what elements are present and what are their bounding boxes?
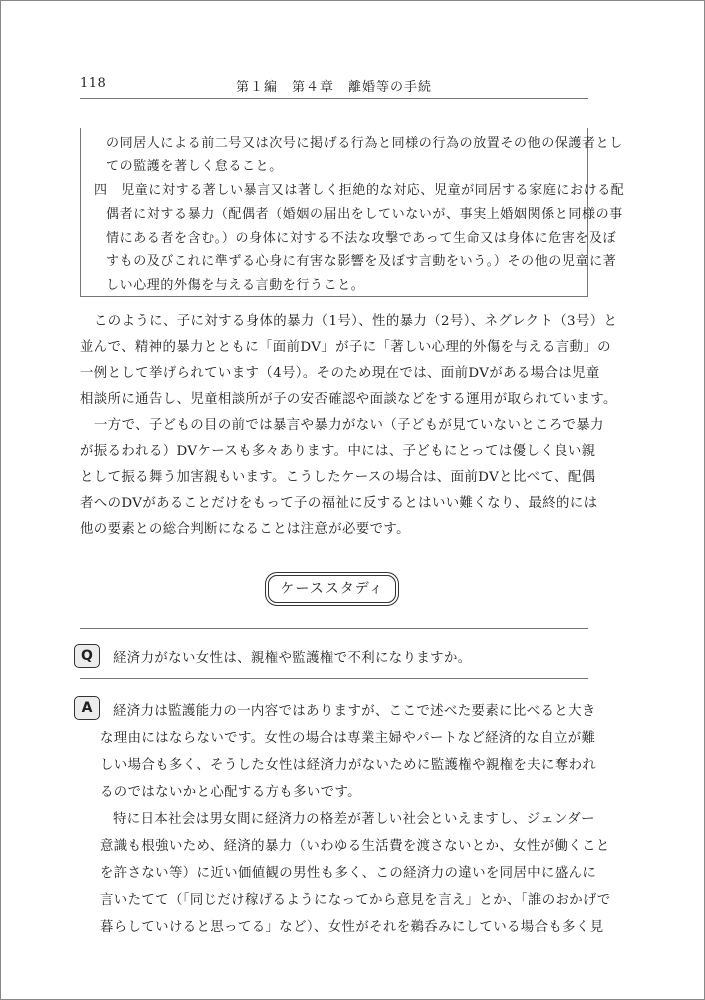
statute-quote-box <box>80 128 625 297</box>
quote-line: すもの及びこれに準ずる心身に有害な影響を及ぼす言動をいう。）その他の児童に著 <box>106 254 617 269</box>
body-line: 者へのDVがあることだけをもって子の福祉に反するとはいい難くなり、最終的には <box>80 496 598 511</box>
answer-badge: A <box>74 696 100 720</box>
question-bottom-rule <box>80 678 588 679</box>
body-line: が振るわれる）DVケースも多々あります。中には、子どもにとっては優しく良い親 <box>80 444 596 459</box>
answer-line: るのではないかと心配する方も多いです。 <box>100 785 361 800</box>
quote-line: 情にある者を含む。）の身体に対する不法な攻撃であって生命又は身体に危害を及ぼ <box>106 231 617 246</box>
quote-line: しい心理的外傷を与える言動を行うこと。 <box>106 278 365 293</box>
answer-line: しい場合も多く、そうした女性は経済力がないために監護権や親権を夫に奪われ <box>100 758 597 773</box>
question-top-rule <box>80 628 588 629</box>
quote-line: の同居人による前二号又は次号に掲げる行為と同様の行為の放置その他の保護者とし <box>106 136 623 151</box>
answer-line: 暮らしていけると思ってる」など）、女性がそれを鵜呑みにしている場合も多く見 <box>100 920 604 935</box>
page-number: 118 <box>80 76 107 91</box>
body-line: 並んで、精神的暴力とともに「面前DV」が子に「著しい心理的外傷を与える言動」の <box>80 340 611 355</box>
body-line: として振る舞う加害親もいます。こうしたケースの場合は、面前DVと比べて、配偶 <box>80 470 596 485</box>
body-line: このように、子に対する身体的暴力（1号）、性的暴力（2号）、ネグレクト（3号）と <box>94 314 618 329</box>
case-study-label: ケーススタディ <box>268 575 396 603</box>
question-text: 経済力がない女性は、親権や監護権で不利になりますか。 <box>113 651 472 666</box>
answer-line: 経済力は監護能力の一内容ではありますが、ここで述べた要素に比べると大き <box>113 704 596 719</box>
answer-line: 言いたてて（「同じだけ稼げるようになってから意見を言え」とか、「誰のおかげで <box>100 893 611 908</box>
answer-line: 意識も根強いため、経済的暴力（いわゆる生活費を渡さないとか、女性が働くこと <box>100 839 610 854</box>
quote-line: ての監護を著しく怠ること。 <box>106 159 283 174</box>
question-badge: Q <box>74 644 100 668</box>
body-line: 相談所に通告し、児童相談所が子の安否確認や面談などをする運用が取られています。 <box>80 392 617 407</box>
body-line: 一例として挙げられています（4号）。そのため現在では、面前DVがある場合は児童 <box>80 366 600 381</box>
body-line: 他の要素との総合判断になることは注意が必要です。 <box>80 522 410 537</box>
running-header <box>80 76 588 99</box>
answer-line: な理由にはならないです。女性の場合は専業主婦やパートなど経済的な自立が難 <box>100 731 596 746</box>
body-line: 一方で、子どもの目の前では暴言や暴力がない（子どもが見ていないところで暴力 <box>94 418 604 433</box>
answer-line: を許さない等）に近い価値観の男性も多く、この経済力の違いを同居中に盛んに <box>100 866 597 881</box>
quote-line: 四 児童に対する著しい暴言又は著しく拒絶的な対応、児童が同居する家庭における配 <box>94 183 625 198</box>
quote-line: 偶者に対する暴力（配偶者（婚姻の届出をしていないが、事実上婚姻関係と同様の事 <box>106 207 623 222</box>
answer-line: 特に日本社会は男女間に経済力の格差が著しい社会といえますし、ジェンダー <box>113 812 595 827</box>
chapter-title: 第１編 第４章 離婚等の手続 <box>235 80 432 95</box>
